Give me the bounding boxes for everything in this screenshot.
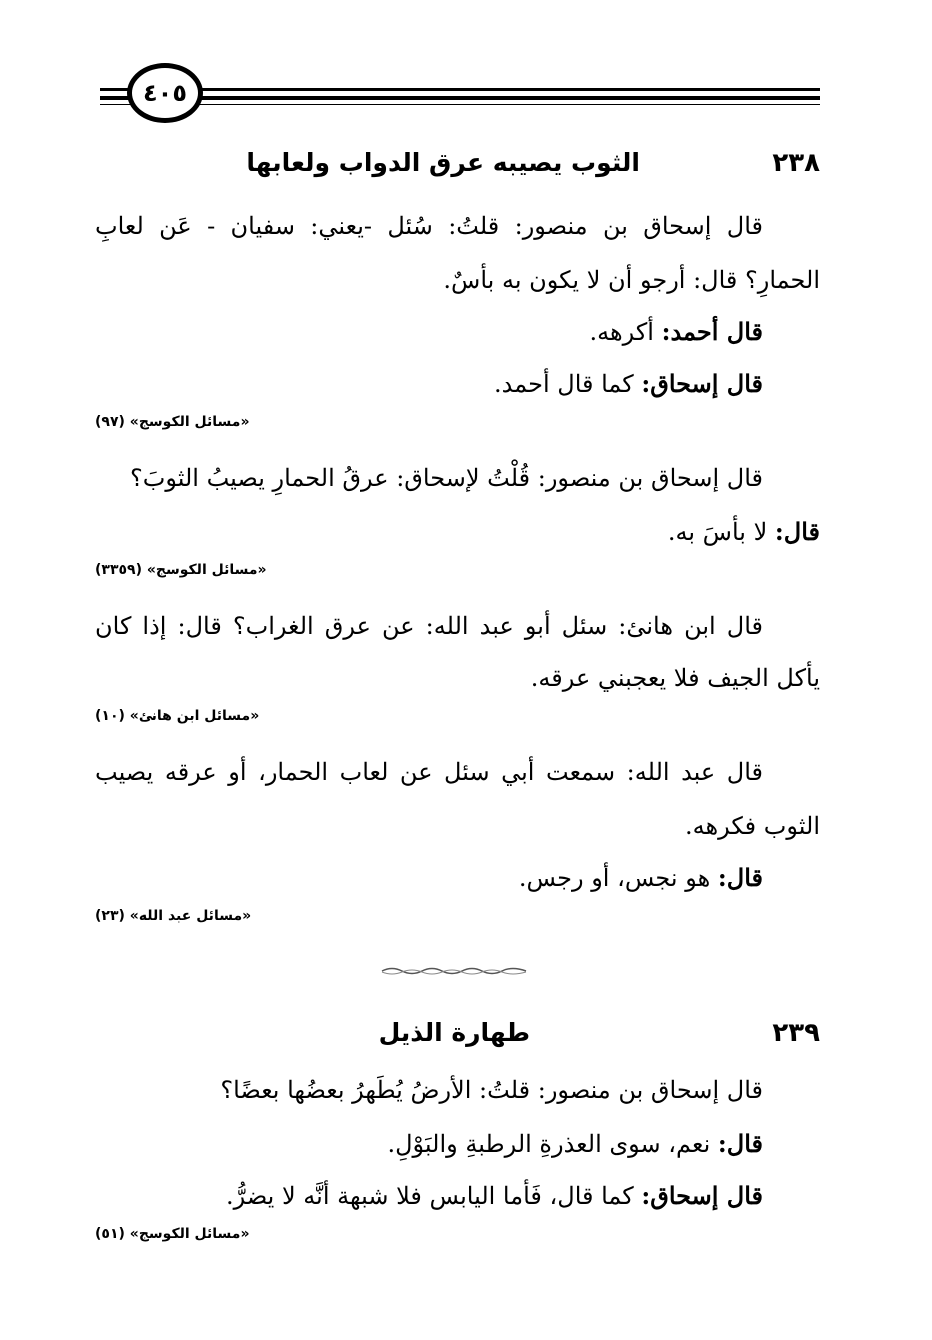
speaker-text: نعم، سوى العذرةِ الرطبةِ والبَوْلِ.	[387, 1130, 718, 1158]
source-citation: «مسائل الكوسج» (٣٣٥٩)	[95, 562, 267, 578]
page-number-oval	[127, 63, 203, 123]
speaker-text: هو نجس، أو رجس.	[518, 864, 718, 892]
ornament-divider	[380, 966, 528, 976]
speaker-line	[95, 1178, 820, 1214]
speaker-label: قال إسحاق:	[641, 369, 763, 398]
section-number: ٢٣٩	[772, 1018, 820, 1048]
paragraph-line: الحمارِ؟ قال: أرجو أن لا يكون به بأسٌ.	[443, 266, 820, 294]
speaker-text: أكرهه.	[589, 318, 662, 346]
speaker-text: كما قال، فَأما اليابس فلا شبهة أنَّه لا يضرُّ.	[226, 1182, 642, 1210]
section-heading-238	[100, 148, 820, 188]
paragraph-line: قال عبد الله: سمعت أبي سئل عن لعاب الحمار، أو عرقه يصيب	[95, 758, 763, 786]
speaker-line	[95, 860, 820, 896]
page-number: ٤٠٥	[143, 79, 187, 107]
speaker-text: كما قال أحمد.	[494, 370, 642, 398]
speaker-label: قال أحمد:	[661, 317, 763, 346]
paragraph-line: قال ابن هانئ: سئل أبو عبد الله: عن عرق الغراب؟ قال: إذا كان	[95, 612, 763, 640]
speaker-line	[95, 1126, 820, 1162]
source-citation: «مسائل ابن هانئ» (١٠)	[95, 708, 260, 724]
section-number: ٢٣٨	[772, 148, 820, 178]
speaker-label: قال إسحاق:	[641, 1181, 763, 1210]
paragraph-line: الثوب فكرهه.	[685, 812, 820, 840]
source-citation: «مسائل الكوسج» (٥١)	[95, 1226, 250, 1242]
speaker-label: قال:	[774, 517, 820, 546]
speaker-line	[95, 514, 820, 550]
section-heading-239	[100, 1018, 820, 1058]
section-title: طهارة الذيل	[378, 1018, 530, 1047]
section-title: الثوب يصيبه عرق الدواب ولعابها	[246, 148, 640, 177]
speaker-line	[95, 314, 820, 350]
paragraph-line: قال إسحاق بن منصور: قُلْتُ لإسحاق: عرقُ الحمارِ يصيبُ الثوبَ؟	[130, 464, 763, 492]
speaker-label: قال:	[717, 1129, 763, 1158]
header-rule-thin	[100, 104, 820, 105]
header-rule-double	[100, 96, 820, 100]
paragraph-line: يأكل الجيف فلا يعجبني عرقه.	[530, 664, 820, 692]
speaker-text: لا بأسَ به.	[667, 518, 775, 546]
paragraph-line: قال إسحاق بن منصور: قلتُ: الأرضُ يُطَهرُ بعضُها بعضًا؟	[220, 1076, 763, 1104]
speaker-label: قال:	[717, 863, 763, 892]
header-rule-thick	[100, 88, 820, 91]
speaker-line	[95, 366, 820, 402]
source-citation: «مسائل الكوسج» (٩٧)	[95, 414, 250, 430]
source-citation: «مسائل عبد الله» (٢٣)	[95, 908, 252, 924]
paragraph-line: قال إسحاق بن منصور: قلتُ: سُئل -يعني: سفيان - عَن لعابِ	[95, 212, 763, 240]
